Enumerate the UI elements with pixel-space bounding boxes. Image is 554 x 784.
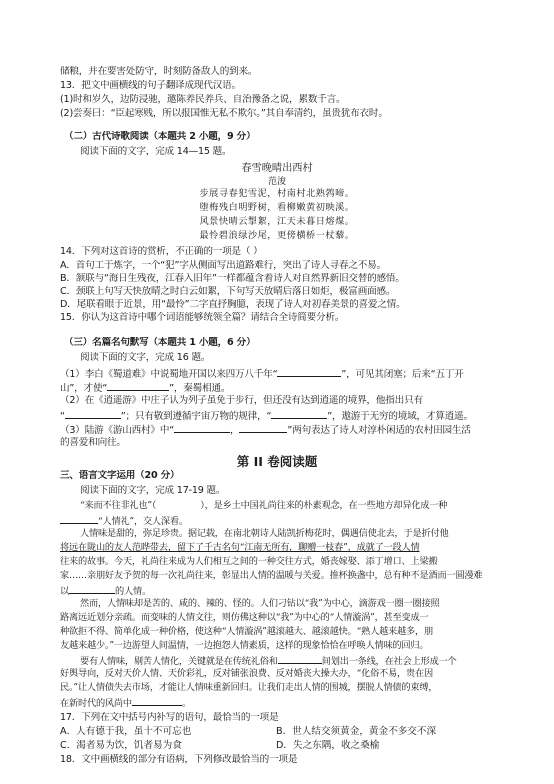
q16-item-3-line-1: （3）陆游《游山西村》中“ ， ”两句表达了诗人对淳朴闲适的农村田园生活 [60, 425, 471, 436]
passage-line: 民。”让人情债失去市场，才能让人情味重新回归。让我们走出人情的围城，摆脱人情债的束缚， [60, 682, 438, 693]
part-2-title: 第 II 卷阅读题 [236, 454, 318, 469]
passage-line: 在新时代的风尚中 。 [60, 698, 191, 709]
q16-item-2-line-1: （2）在《逍遥游》中庄子认为列子虽免于步行，但还没有达到逍遥的境界，他指出只有 [60, 395, 423, 406]
poetry-section-heading: （二）古代诗歌阅读（本题共 2 小题，9 分） [64, 131, 256, 142]
passage-line: 家……亲朋好友予贺的每一次礼尚往来，彰显出人情的温暖与关爱。推杯换盏中，总有种不是酒而一圆漫难 [60, 570, 483, 581]
poem-line: 风景快晴云掣絮，江天未暮日熔煤。 [199, 216, 355, 227]
q17-option-a: A．人有德于我，虽十不可忘也 [60, 726, 192, 737]
question-14: 14．下列对这首诗的赏析，不正确的一项是（ ） [60, 246, 263, 257]
q14-option-b: B．颔联与“海日生残夜，江春入旧年”一样都蕴含着诗人对自然界新旧交替的感悟。 [60, 273, 405, 284]
question-15: 15．你认为这首诗中哪个词语能够统领全篇？请结合全诗简要分析。 [60, 312, 345, 323]
passage-line: 好舆导向，反对天价人情、天价彩礼，反对铺张浪费、反对婚丧大操大办，“化俗不易，贵在因 [60, 668, 433, 679]
answer-blank[interactable] [278, 654, 322, 664]
q13-sentence-1: (1)时和岁久，边防浸驰，邀陈养民养兵、自治豫备之说，累数千言。 [60, 94, 346, 105]
passage-line: 友越来越少。”一边游望人间温情，一边抱怨人情素质，这样的现象恰恰在呼唤人情味的回归。 [60, 640, 429, 651]
q16-item-2-line-2: “ ”；只有敬到遵循宇宙万物的规律，“ ”，遨游于无穷的境域，才算逍遥。 [60, 411, 473, 422]
q16-item-1-line-2: 山”，才使“ ”，秦蜀相通。 [60, 383, 231, 394]
passage-line: “人情礼”，交人深看。 [60, 514, 522, 528]
question-17: 17．下列在文中括号内补写的语句，最恰当的一项是 [60, 712, 279, 723]
q14-option-a: A．首句工于炼字，一个“犯”字从侧面写出道路难行，突出了诗人寻春之不易。 [60, 260, 386, 271]
poem-line: 最怜碧浪绿沙尾，更傍横桥一杖藜。 [199, 230, 355, 241]
q16-item-3-line-2: 的喜爱和向往。 [60, 437, 126, 448]
poem-line: 堕梅残白明野树，看柳嫩黄初映溪。 [199, 202, 355, 213]
passage-line: 往来的故事。今天，礼尚往来成为人们相互之间的一种交往方式，婚丧嫁娶、添丁增口、上梁搬 [60, 556, 438, 567]
passage-line: 种欲拒不得、简单化成一种价格，使这种“人情漩涡”越滚越大、越滚越快。“熟人越来越多，朋 [60, 626, 433, 637]
mingju-section-heading: （三）名篇名句默写（本题共 1 小题，6 分） [64, 337, 256, 348]
answer-blank[interactable] [60, 514, 98, 524]
passage-line: 以 的人情。 [60, 586, 151, 597]
q13-sentence-2: (2)尝奏曰：“臣起寒贱，所以报国惟无私不欺尔。”其自奉清约，虽贵犹布衣时。 [60, 108, 388, 119]
q17-option-c: C．渴者易为饮，饥者易为食 [60, 740, 182, 751]
mingju-instruction: 阅读下面的文字，完成 16 题。 [80, 352, 211, 363]
passage-line: 然而，人情味却是苦的、咸的、辣的、怪的。人们刁钻以“我”为中心，滴游戏一圈一圈接照 [80, 598, 440, 609]
poetry-instruction: 阅读下面的文字，完成 14—15 题。 [80, 146, 232, 157]
answer-blank[interactable] [271, 409, 327, 419]
passage-line: “来而不往非礼也”（ ），是乡土中国礼尚往来的朴素观念，在一些地方却异化成一种 [80, 500, 448, 511]
answer-blank[interactable] [107, 381, 169, 391]
q17-option-d: D．失之东隅，收之桑榆 [276, 740, 380, 751]
answer-blank[interactable] [239, 423, 287, 433]
question-18: 18．文中画横线的部分有语病，下列修改最恰当的一项是 [60, 754, 298, 765]
answer-blank[interactable] [69, 584, 115, 594]
answer-text-line: 储粮，并在要害处防守，时刻防备敌人的到来。 [60, 66, 258, 77]
question-13: 13．把文中画横线的句子翻译成现代汉语。 [60, 80, 241, 91]
passage-line: 人情味是甜的，弥足珍贵。据记载，在南北朝诗人陆凯折梅花时，偶遇信使北去，于是折付他 [80, 528, 449, 539]
answer-blank[interactable] [174, 423, 230, 433]
q16-item-1-line-1: （1）李白《蜀道难》中说蜀地开国以来四万八千年“ ”，可见其闭塞；后来“五丁开 [60, 369, 464, 380]
q17-option-b: B．世人结交须黄金，黄金不多交不深 [276, 726, 437, 737]
q14-option-d: D．尾联看眼于近景，用“最怜”二字直抒胸臆，表现了诗人对初春美景的喜爱之情。 [60, 299, 406, 310]
language-instruction: 阅读下面的文字，完成 17-19 题。 [80, 485, 226, 496]
passage-line: 路离远近划分亲疏。而变味的人情文往，则仿佛这种以“我”为中心的“人情漩涡”，甚至变成一 [60, 612, 429, 623]
passage-line-underlined: 将远在陇山的友人范晔带去，留下了千古名句“江南无所有，聊赠一枝春”，成就了一段人情 [60, 542, 420, 553]
poem-title: 春雪晚晴出西村 [241, 163, 313, 174]
answer-blank[interactable] [65, 409, 121, 419]
language-section-heading: 三、语言文字运用（20 分） [60, 470, 180, 481]
answer-blank[interactable] [277, 367, 341, 377]
poem-line: 步展寻春犯雪泥，村南村北熟鹁啼。 [199, 188, 355, 199]
poem-author: 范浚 [267, 177, 286, 187]
passage-line: 要有人情味，剔苦人情化，关键就是在传统礼俗和 间划出一条线，在社会上形成一个 [80, 656, 457, 667]
answer-blank[interactable] [132, 696, 182, 706]
q14-option-c: C．颈联上句写天快放晴之时白云如絮，下句写天放晴后落日如炬，极富画面感。 [60, 286, 396, 297]
